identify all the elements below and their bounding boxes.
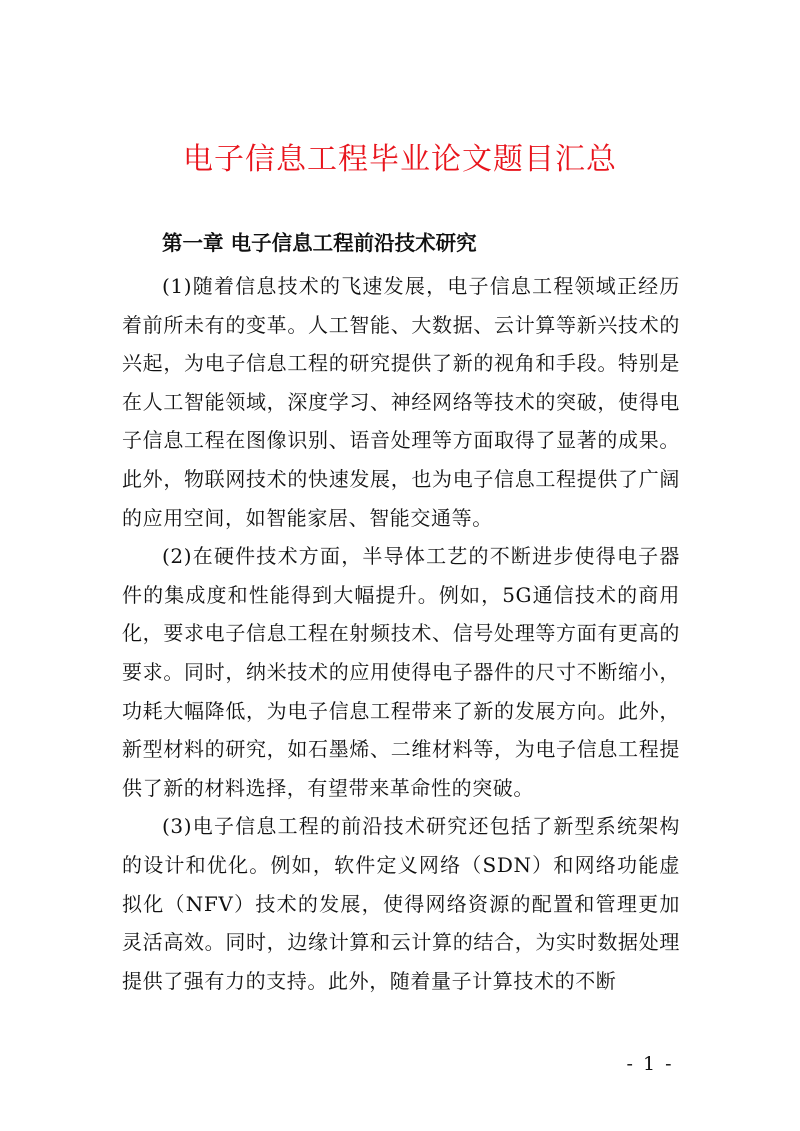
paragraph-1: (1)随着信息技术的飞速发展，电子信息工程领域正经历着前所未有的变革。人工智能、大数据、云计算等新兴技术的兴起，为电子信息工程的研究提供了新的视角和手段。特别是在人工智能领域，深度学习、神经网络等技术的突破，使得电子信息工程在图像识别、语音处理等方面取得了显著的成果。此外，物联网技术的快速发展，也为电子信息工程提供了广阔的应用空间，如智能家居、智能交通等。 xyxy=(122,274,680,530)
chapter-heading: 第一章 电子信息工程前沿技术研究 xyxy=(162,231,477,255)
document-title: 电子信息工程毕业论文题目汇总 xyxy=(183,142,617,177)
page-number: - 1 - xyxy=(626,1053,674,1075)
body-text xyxy=(122,267,680,1000)
paragraph-3: (3)电子信息工程的前沿技术研究还包括了新型系统架构的设计和优化。例如，软件定义网络（SDN）和网络功能虚拟化（NFV）技术的发展，使得网络资源的配置和管理更加灵活高效。同时，边缘计算和云计算的结合，为实时数据处理提供了强有力的支持。此外，随着量子计算技术的不断 xyxy=(122,814,680,993)
paragraph-2: (2)在硬件技术方面，半导体工艺的不断进步使得电子器件的集成度和性能得到大幅提升。例如，5G通信技术的商用化，要求电子信息工程在射频技术、信号处理等方面有更高的要求。同时，纳米技术的应用使得电子器件的尺寸不断缩小，功耗大幅降低，为电子信息工程带来了新的发展方向。此外，新型材料的研究，如石墨烯、二维材料等，为电子信息工程提供了新的材料选择，有望带来革命性的突破。 xyxy=(122,544,680,800)
